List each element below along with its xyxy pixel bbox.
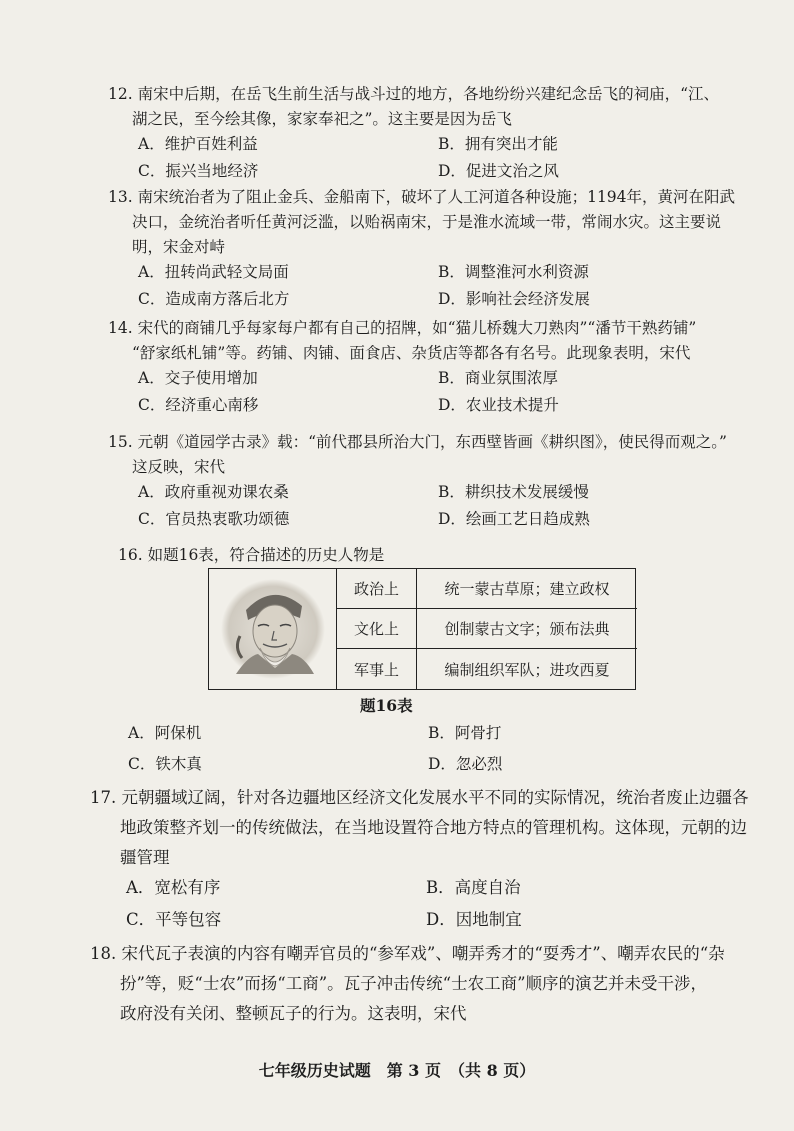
portrait-cell [209,569,337,689]
q16-table [208,568,636,690]
q16-option-a[interactable]: A．阿保机 [128,724,202,742]
q16-option-c[interactable]: C．铁木真 [128,755,202,773]
question-16 [118,543,768,568]
question-18 [90,939,770,1029]
q16-option-b[interactable]: B．阿骨打 [428,724,502,742]
q17-stem-line2: 地政策整齐划一的传统做法，在当地设置符合地方特点的管理机构。这体现，元朝的边 [120,818,747,837]
q14-options [108,366,758,418]
q15-stem-line1: 15. 元朝《道园学古录》载：“前代郡县所治大门，东西壁皆画《耕织图》，使民得而观之。” [108,433,727,451]
q16-stem: 16. 如题16表，符合描述的历史人物是 [118,546,385,564]
q16-option-d[interactable]: D．忽必烈 [428,755,503,773]
q15-option-a[interactable]: A．政府重视劝课农桑 [138,483,289,501]
question-14 [108,316,758,418]
q17-options [90,873,770,935]
q14-option-c[interactable]: C．经济重心南移 [138,396,259,414]
q15-stem-line2: 这反映，宋代 [132,458,226,476]
q16-row3-key: 军事上 [337,649,417,689]
q15-option-c[interactable]: C．官员热衷歌功颂德 [138,510,290,528]
q12-option-a[interactable]: A．维护百姓利益 [138,135,258,153]
q17-option-d[interactable]: D．因地制宜 [426,910,522,929]
q15-option-b[interactable]: B．耕织技术发展缓慢 [438,483,589,501]
q13-option-a[interactable]: A．扭转尚武轻文局面 [138,263,289,281]
q13-option-b[interactable]: B．调整淮河水利资源 [438,263,589,281]
q17-stem-line3: 疆管理 [120,848,170,867]
q16-table-caption: 题16表 [360,696,413,715]
genghis-khan-portrait-icon [218,576,328,682]
question-13 [108,185,758,312]
question-17 [90,783,770,935]
q14-option-d[interactable]: D．农业技术提升 [438,396,559,414]
q12-stem-line2: 湖之民，至今绘其像，家家奉祀之”。这主要是因为岳飞 [132,110,512,128]
q12-option-b[interactable]: B．拥有突出才能 [438,135,558,153]
q13-stem-line1: 13. 南宋统治者为了阻止金兵、金船南下，破坏了人工河道各种设施；1194年，黄河在阳武 [108,188,736,206]
q15-options [108,480,758,532]
q13-option-d[interactable]: D．影响社会经济发展 [438,290,590,308]
q18-stem-line2: 扮”等，贬“士农”而扬“工商”。瓦子冲击传统“士农工商”顺序的演艺并未受干涉， [120,974,708,993]
q14-option-a[interactable]: A．交子使用增加 [138,369,258,387]
q12-stem-line1: 12. 南宋中后期，在岳飞生前生活与战斗过的地方，各地纷纷兴建纪念岳飞的祠庙，“江、 [108,85,720,103]
q16-row2-value: 创制蒙古文字；颁布法典 [417,609,637,649]
q13-stem-line2: 决口，金统治者听任黄河泛滥，以贻祸南宋，于是淮水流域一带，常闹水灾。这主要说 [132,213,722,231]
q14-stem-line1: 14. 宋代的商铺几乎每家每户都有自己的招牌，如“猫儿桥魏大刀熟肉”“潘节干熟药铺” [108,319,697,337]
q13-stem-line3: 明，宋金对峙 [132,238,226,256]
q14-option-b[interactable]: B．商业氛围浓厚 [438,369,558,387]
q16-row1-value: 统一蒙古草原；建立政权 [417,569,637,609]
q16-row1-key: 政治上 [337,569,417,609]
q16-row2-key: 文化上 [337,609,417,649]
q13-option-c[interactable]: C．造成南方落后北方 [138,290,290,308]
q18-stem-line1: 18. 宋代瓦子表演的内容有嘲弄官员的“参军戏”、嘲弄秀才的“耍秀才”、嘲弄农民的“杂 [90,944,725,963]
q12-option-c[interactable]: C．振兴当地经济 [138,162,259,180]
q17-option-b[interactable]: B．高度自治 [426,878,521,897]
q18-stem-line3: 政府没有关闭、整顿瓦子的行为。这表明，宋代 [120,1004,467,1023]
q17-option-a[interactable]: A．宽松有序 [126,878,221,897]
question-12 [108,82,758,184]
q15-option-d[interactable]: D．绘画工艺日趋成熟 [438,510,590,528]
q17-option-c[interactable]: C．平等包容 [126,910,222,929]
q14-stem-line2: “舒家纸札铺”等。药铺、肉铺、面食店、杂货店等都各有名号。此现象表明，宋代 [132,344,691,362]
q16-options [98,721,748,777]
q16-row3-value: 编制组织军队；进攻西夏 [444,660,610,679]
q12-option-d[interactable]: D．促进文治之风 [438,162,559,180]
q17-stem-line1: 17. 元朝疆域辽阔，针对各边疆地区经济文化发展水平不同的实际情况，统治者废止边疆各 [90,788,749,807]
page-footer: 七年级历史试题 第 3 页 （共 8 页） [258,1061,536,1080]
question-15 [108,430,758,532]
q12-options [108,132,758,184]
q13-options [108,260,758,312]
question-16-options-block [98,721,748,777]
